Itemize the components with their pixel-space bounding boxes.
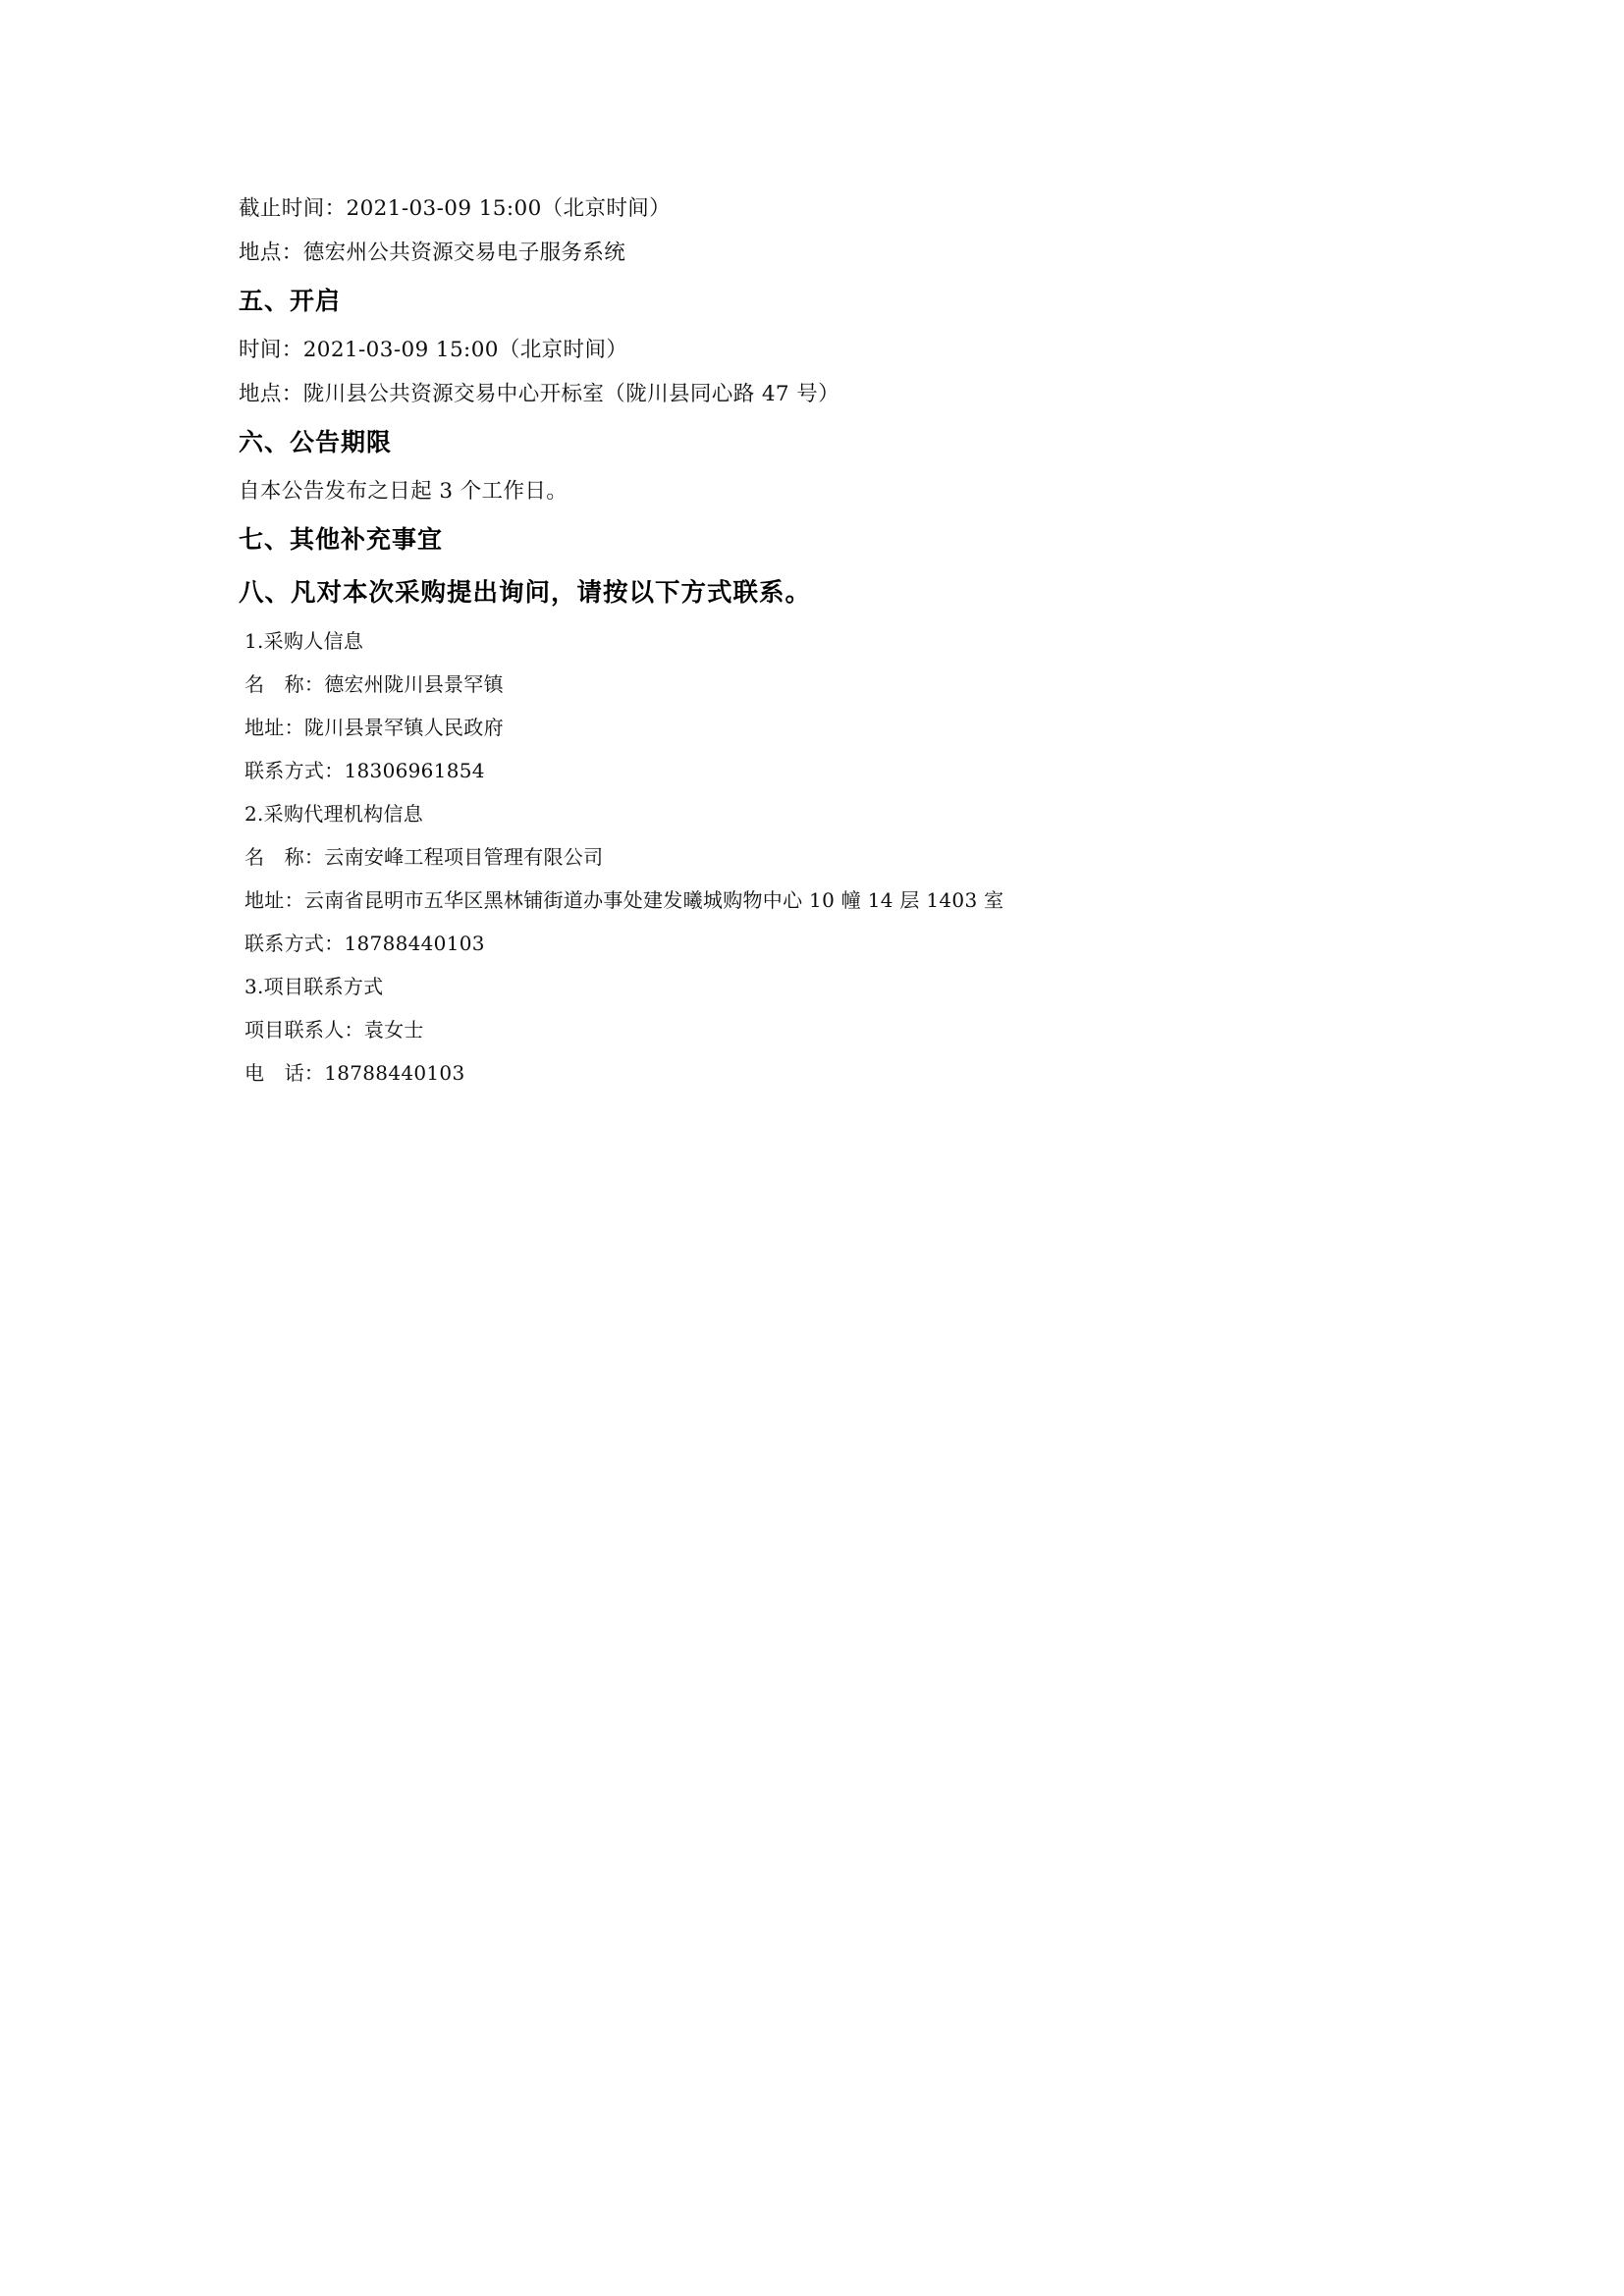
project-contact-person-line: 项目联系人：袁女士 [244, 1018, 424, 1041]
purchaser-name-line: 名 称：德宏州陇川县景罕镇 [244, 672, 504, 696]
purchaser-address-line: 地址：陇川县景罕镇人民政府 [244, 716, 504, 739]
announcement-period-line: 自本公告发布之日起 3 个工作日。 [239, 479, 568, 504]
document-body [239, 187, 1397, 1095]
project-contact-subheading: 3.项目联系方式 [244, 975, 384, 998]
section-eight-heading: 八、凡对本次采购提出询问，请按以下方式联系。 [239, 578, 812, 608]
agency-contact-line: 联系方式：18788440103 [244, 932, 485, 955]
project-contact-phone-line: 电 话：18788440103 [244, 1061, 465, 1085]
section-seven-heading: 七、其他补充事宜 [239, 525, 444, 554]
agency-info-subheading: 2.采购代理机构信息 [244, 802, 424, 826]
open-place-line: 地点：陇川县公共资源交易中心开标室（陇川县同心路 47 号） [239, 382, 840, 406]
purchaser-contact-line: 联系方式：18306961854 [244, 759, 485, 782]
agency-address-line: 地址：云南省昆明市五华区黑林铺街道办事处建发曦城购物中心 10 幢 14 层 1403 室 [244, 888, 1004, 912]
open-time-line: 时间：2021-03-09 15:00（北京时间） [239, 338, 628, 362]
deadline-time-line: 截止时间：2021-03-09 15:00（北京时间） [239, 196, 672, 221]
agency-name-line: 名 称：云南安峰工程项目管理有限公司 [244, 845, 604, 869]
purchaser-info-subheading: 1.采购人信息 [244, 629, 364, 653]
section-five-heading: 五、开启 [239, 287, 342, 315]
deadline-place-line: 地点：德宏州公共资源交易电子服务系统 [239, 240, 626, 265]
section-six-heading: 六、公告期限 [239, 428, 393, 456]
